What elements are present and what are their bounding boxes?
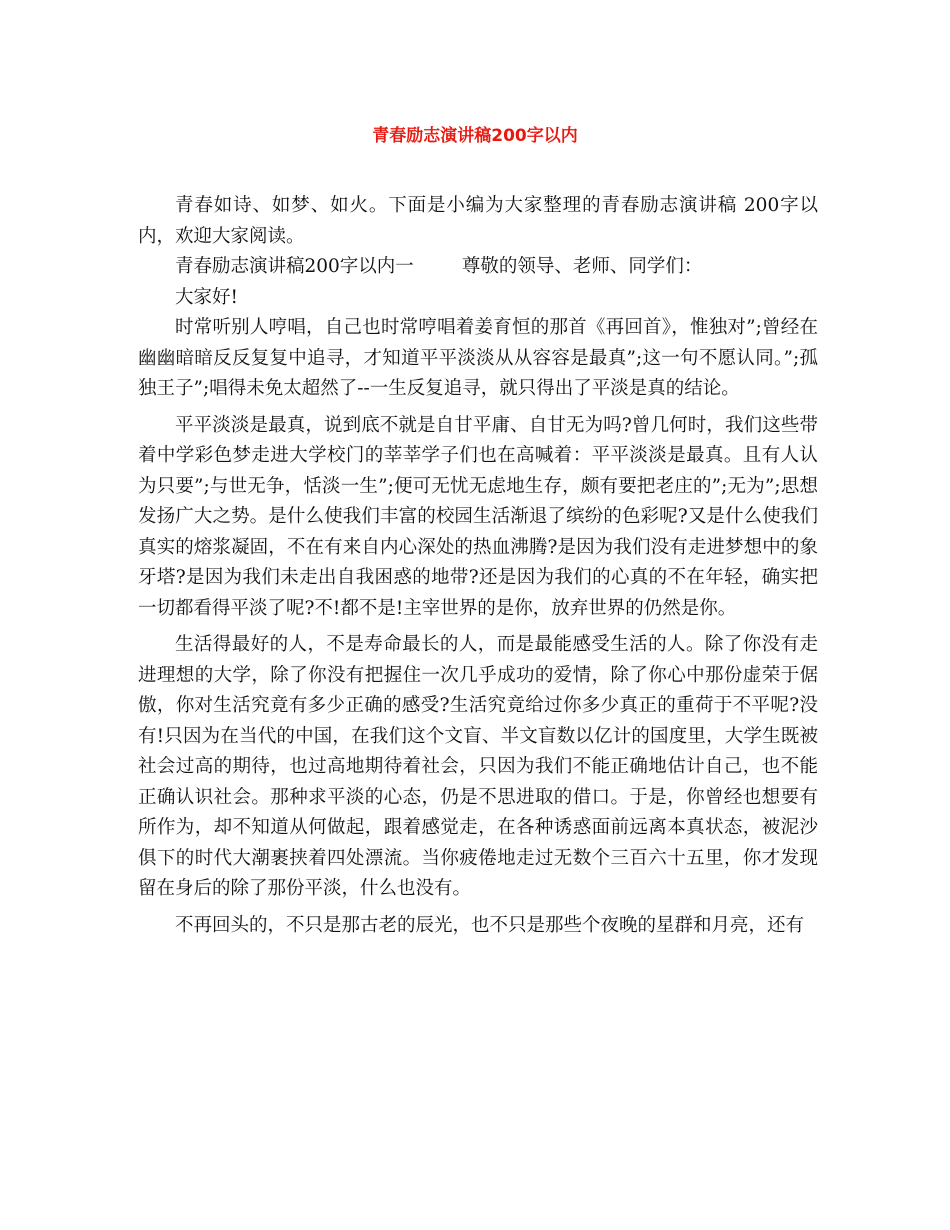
body-paragraph: 时常听别人哼唱，自己也时常哼唱着姜育恒的那首《再回首》，惟独对”;曾经在幽幽暗暗反反复复中追寻，才知道平平淡淡从从容容是最真”;这一句不愿认同。”;孤独王子”;唱得未免太超然了--一生反复追寻，就只得出了平淡是真的结论。 <box>138 317 818 399</box>
document-title: 青春励志演讲稿200字以内 <box>372 126 578 146</box>
body-paragraph: 不再回头的，不只是那古老的辰光，也不只是那些个夜晚的星群和月亮，还有 <box>175 914 805 936</box>
document-body <box>138 191 818 941</box>
salutation: 尊敬的领导、老师、同学们： <box>461 256 703 277</box>
subheading: 青春励志演讲稿200字以内一 <box>175 256 414 277</box>
greeting: 大家好! <box>175 286 238 308</box>
body-paragraph: 平平淡淡是最真，说到底不就是自甘平庸、自甘无为吗?曾几何时，我们这些带着中学彩色梦走进大学校门的莘莘学子们也在高喊着：平平淡淡是最真。且有人认为只要”;与世无争，恬淡一生”;便可无忧无虑地生存，颇有要把老庄的”;无为”;思想发扬广大之势。是什么使我们丰富的校园生活渐退了缤纷的色彩呢?又是什么使我们真实的熔浆凝固，不在有来自内心深处的热血沸腾?是因为我们没有走进梦想中的象牙塔?是因为我们未走出自我困惑的地带?还是因为我们的心真的不在年轻，确实把一切都看得平淡了呢?不!都不是!主宰世界的是你，放弃世界的仍然是你。 <box>138 414 818 619</box>
intro-paragraph: 青春如诗、如梦、如火。下面是小编为大家整理的青春励志演讲稿 200字以内，欢迎大家阅读。 <box>138 195 818 247</box>
subheading-line <box>138 252 818 283</box>
body-paragraph: 生活得最好的人，不是寿命最长的人，而是最能感受生活的人。除了你没有走进理想的大学，除了你没有把握住一次几乎成功的爱情，除了你心中那份虚荣于倨傲，你对生活究竟有多少正确的感受?生活究竟给过你多少真正的重荷于不平呢?没有!只因为在当代的中国，在我们这个文盲、半文盲数以亿计的国度里，大学生既被社会过高的期待，也过高地期待着社会，只因为我们不能正确地估计自己，也不能正确认识社会。那种求平淡的心态，仍是不思进取的借口。于是，你曾经也想要有所作为，却不知道从何做起，跟着感觉走，在各种诱惑面前远离本真状态，被泥沙俱下的时代大潮裹挟着四处漂流。当你疲倦地走过无数个三百六十五里，你才发现留在身后的除了那份平淡，什么也没有。 <box>138 634 818 899</box>
